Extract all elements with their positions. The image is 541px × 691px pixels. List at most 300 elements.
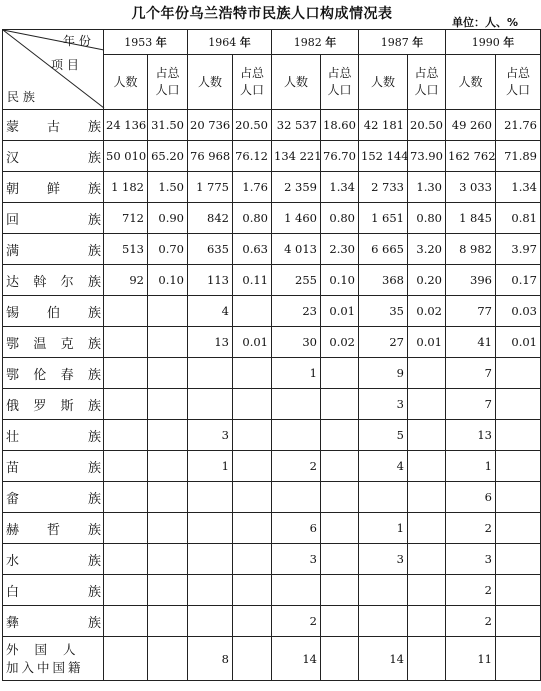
ethnicity-char: 鲜 [46, 181, 60, 197]
count-cell: 2 [272, 451, 321, 482]
corner-header-cell [3, 30, 104, 110]
ethnicity-char: 罗 [33, 398, 47, 414]
ethnicity-char: 彝 [6, 615, 20, 631]
count-cell [272, 575, 321, 606]
ethnicity-name-line2: 加入中国籍 [6, 659, 84, 675]
count-cell: 20 736 [188, 110, 233, 141]
count-cell: 3 [446, 544, 496, 575]
share-cell: 2.30 [321, 234, 359, 265]
share-cell [233, 513, 272, 544]
count-cell: 42 181 [359, 110, 408, 141]
count-cell: 13 [188, 327, 233, 358]
year-suffix: 年 [412, 36, 424, 49]
count-cell: 27 [359, 327, 408, 358]
share-cell: 0.10 [148, 265, 188, 296]
share-cell: 0.11 [233, 265, 272, 296]
table-row [3, 296, 541, 327]
year-number: 1964 [208, 36, 240, 49]
share-cell: 1.34 [321, 172, 359, 203]
count-cell [188, 575, 233, 606]
share-cell: 0.20 [408, 265, 446, 296]
count-cell: 3 [359, 389, 408, 420]
ethnicity-char: 伦 [33, 367, 47, 383]
ethnicity-char: 满 [6, 243, 20, 259]
count-cell: 32 537 [272, 110, 321, 141]
count-header: 人数 [104, 55, 148, 110]
ethnicity-name [3, 296, 104, 327]
share-header [408, 55, 446, 110]
ethnicity-name-line1: 外国人 [6, 641, 92, 657]
count-cell: 1 460 [272, 203, 321, 234]
ethnicity-char: 族 [87, 336, 101, 352]
ethnicity-char: 族 [87, 181, 101, 197]
count-cell: 255 [272, 265, 321, 296]
ethnicity-name-text [6, 178, 101, 197]
year-suffix: 年 [155, 36, 167, 49]
share-header-line: 人口 [327, 83, 352, 97]
table-row [3, 575, 541, 606]
year-suffix: 年 [239, 36, 251, 49]
share-cell [321, 420, 359, 451]
table-row [3, 637, 541, 681]
table-row [3, 482, 541, 513]
ethnicity-name-text [6, 302, 101, 321]
table-title: 几个年份乌兰浩特市民族人口构成情况表 [131, 6, 393, 22]
ethnicity-name-text [6, 612, 101, 631]
count-header: 人数 [272, 55, 321, 110]
ethnicity-char: 族 [87, 305, 101, 321]
share-cell [408, 482, 446, 513]
count-cell: 5 [359, 420, 408, 451]
table-row [3, 420, 541, 451]
count-cell: 14 [359, 637, 408, 681]
ethnicity-char: 克 [60, 336, 74, 352]
share-header-line: 人口 [414, 83, 439, 97]
table-row [3, 234, 541, 265]
year-number: 1987 [380, 36, 413, 49]
share-header-line: 占总 [239, 66, 264, 80]
share-cell [233, 420, 272, 451]
share-header-line: 人口 [505, 83, 530, 97]
share-cell [148, 513, 188, 544]
count-header: 人数 [446, 55, 496, 110]
count-cell [272, 389, 321, 420]
ethnicity-name [3, 358, 104, 389]
count-cell: 3 [359, 544, 408, 575]
year-number: 1990 [471, 36, 504, 49]
share-cell [496, 482, 541, 513]
ethnicity-char: 蒙 [6, 119, 20, 135]
count-cell: 1 [359, 513, 408, 544]
table-row [3, 327, 541, 358]
year-suffix: 年 [325, 36, 337, 49]
count-cell: 30 [272, 327, 321, 358]
table-row [3, 110, 541, 141]
table-body [3, 110, 541, 681]
count-cell: 2 [446, 575, 496, 606]
year-number: 1982 [293, 36, 326, 49]
share-cell [496, 420, 541, 451]
ethnicity-char: 锡 [6, 305, 20, 321]
ethnicity-char: 朝 [6, 181, 20, 197]
count-cell [188, 358, 233, 389]
year-header [188, 30, 272, 55]
ethnicity-name-text [6, 333, 101, 352]
share-cell [233, 544, 272, 575]
count-cell: 1 182 [104, 172, 148, 203]
count-cell [188, 482, 233, 513]
share-header-line: 占总 [414, 66, 439, 80]
ethnicity-char: 伯 [46, 305, 60, 321]
share-cell [233, 606, 272, 637]
count-cell [188, 544, 233, 575]
corner-item-label: 项 目 [51, 58, 79, 72]
table-row [3, 389, 541, 420]
ethnicity-name [3, 327, 104, 358]
share-cell: 0.02 [321, 327, 359, 358]
ethnicity-char: 汉 [6, 150, 20, 166]
year-number: 1953 [124, 36, 156, 49]
count-cell [359, 575, 408, 606]
share-cell: 76.70 [321, 141, 359, 172]
share-cell [408, 420, 446, 451]
count-cell: 2 [446, 606, 496, 637]
count-cell: 1 651 [359, 203, 408, 234]
share-header-line: 人口 [239, 83, 264, 97]
share-cell: 3.97 [496, 234, 541, 265]
share-cell [408, 451, 446, 482]
ethnicity-name-text [6, 581, 101, 600]
share-cell: 1.34 [496, 172, 541, 203]
share-cell: 0.03 [496, 296, 541, 327]
share-cell: 73.90 [408, 141, 446, 172]
ethnicity-name-text [6, 271, 101, 290]
ethnicity-char: 哲 [46, 522, 60, 538]
share-header-line: 占总 [505, 66, 530, 80]
ethnicity-char: 苗 [6, 460, 20, 476]
count-cell [104, 575, 148, 606]
count-cell: 4 013 [272, 234, 321, 265]
table-row [3, 606, 541, 637]
count-cell: 6 [446, 482, 496, 513]
ethnicity-char: 族 [87, 150, 101, 166]
count-cell: 712 [104, 203, 148, 234]
population-table [2, 29, 541, 681]
count-cell: 396 [446, 265, 496, 296]
share-cell [148, 358, 188, 389]
count-cell: 162 762 [446, 141, 496, 172]
share-cell [321, 389, 359, 420]
ethnicity-char: 族 [87, 429, 101, 445]
count-cell: 513 [104, 234, 148, 265]
count-cell: 9 [359, 358, 408, 389]
count-cell [359, 606, 408, 637]
share-cell [148, 637, 188, 681]
ethnicity-char: 鄂 [6, 367, 20, 383]
share-cell [496, 575, 541, 606]
share-cell [148, 389, 188, 420]
count-cell: 368 [359, 265, 408, 296]
share-cell: 20.50 [408, 110, 446, 141]
share-cell: 0.70 [148, 234, 188, 265]
share-cell [408, 606, 446, 637]
count-cell: 49 260 [446, 110, 496, 141]
share-cell [321, 451, 359, 482]
share-cell: 1.76 [233, 172, 272, 203]
share-cell [408, 575, 446, 606]
share-cell [233, 358, 272, 389]
share-cell: 0.01 [408, 327, 446, 358]
ethnicity-name [3, 172, 104, 203]
share-cell [233, 482, 272, 513]
ethnicity-name [3, 389, 104, 420]
table-row [3, 172, 541, 203]
share-cell: 0.81 [496, 203, 541, 234]
ethnicity-char: 族 [87, 584, 101, 600]
share-cell [496, 389, 541, 420]
ethnicity-name [3, 451, 104, 482]
table-row [3, 141, 541, 172]
share-cell [496, 358, 541, 389]
share-cell: 0.80 [321, 203, 359, 234]
count-cell: 7 [446, 389, 496, 420]
corner-ethnicity-label: 民 族 [7, 90, 35, 104]
ethnicity-name [3, 420, 104, 451]
share-cell [321, 575, 359, 606]
count-cell: 2 359 [272, 172, 321, 203]
count-cell [104, 420, 148, 451]
ethnicity-char: 尔 [60, 274, 74, 290]
share-cell: 0.10 [321, 265, 359, 296]
share-cell [321, 544, 359, 575]
ethnicity-name [3, 234, 104, 265]
share-cell [408, 637, 446, 681]
share-cell: 21.76 [496, 110, 541, 141]
year-header [359, 30, 446, 55]
share-cell [496, 451, 541, 482]
share-cell: 71.89 [496, 141, 541, 172]
count-cell: 50 010 [104, 141, 148, 172]
ethnicity-char: 族 [87, 522, 101, 538]
count-cell: 113 [188, 265, 233, 296]
count-cell: 11 [446, 637, 496, 681]
ethnicity-name-text [6, 240, 101, 259]
share-cell: 0.63 [233, 234, 272, 265]
count-cell: 2 [272, 606, 321, 637]
ethnicity-name-text [6, 550, 101, 569]
count-cell: 4 [188, 296, 233, 327]
share-cell [233, 389, 272, 420]
share-header [321, 55, 359, 110]
table-row [3, 451, 541, 482]
share-cell: 18.60 [321, 110, 359, 141]
ethnicity-name-text [6, 426, 101, 445]
share-cell: 20.50 [233, 110, 272, 141]
share-cell [496, 637, 541, 681]
share-header-line: 占总 [155, 66, 180, 80]
share-cell: 0.02 [408, 296, 446, 327]
ethnicity-name [3, 513, 104, 544]
share-cell [321, 606, 359, 637]
count-cell [104, 389, 148, 420]
ethnicity-char: 春 [60, 367, 74, 383]
ethnicity-name-text [6, 519, 101, 538]
count-header: 人数 [359, 55, 408, 110]
share-header-line: 人口 [155, 83, 180, 97]
table-row [3, 544, 541, 575]
ethnicity-name [3, 265, 104, 296]
count-cell [272, 420, 321, 451]
ethnicity-name-text [6, 488, 101, 507]
ethnicity-char: 畲 [6, 491, 20, 507]
count-cell [188, 389, 233, 420]
share-cell: 76.12 [233, 141, 272, 172]
count-cell: 1 775 [188, 172, 233, 203]
ethnicity-char: 族 [87, 212, 101, 228]
count-cell [272, 482, 321, 513]
count-cell: 8 982 [446, 234, 496, 265]
count-cell: 3 033 [446, 172, 496, 203]
ethnicity-char: 族 [87, 243, 101, 259]
count-cell: 2 [446, 513, 496, 544]
ethnicity-char: 斡 [33, 274, 47, 290]
share-cell [148, 451, 188, 482]
ethnicity-char: 族 [87, 491, 101, 507]
count-cell: 6 665 [359, 234, 408, 265]
count-cell [188, 606, 233, 637]
ethnicity-char: 族 [87, 460, 101, 476]
count-cell [104, 544, 148, 575]
count-cell [104, 451, 148, 482]
count-cell: 35 [359, 296, 408, 327]
count-cell: 3 [188, 420, 233, 451]
count-cell: 41 [446, 327, 496, 358]
share-cell [148, 575, 188, 606]
count-cell: 92 [104, 265, 148, 296]
ethnicity-name [3, 575, 104, 606]
share-cell [321, 358, 359, 389]
share-cell: 0.80 [408, 203, 446, 234]
count-cell [104, 296, 148, 327]
count-cell [104, 637, 148, 681]
ethnicity-char: 族 [87, 119, 101, 135]
ethnicity-char: 族 [87, 398, 101, 414]
share-cell: 3.20 [408, 234, 446, 265]
unit-label: 单位：人、% [451, 16, 518, 29]
share-cell [148, 420, 188, 451]
ethnicity-name-text [6, 209, 101, 228]
ethnicity-name-text [6, 395, 101, 414]
ethnicity-name-text [6, 364, 101, 383]
count-cell [359, 482, 408, 513]
count-cell: 77 [446, 296, 496, 327]
count-cell: 4 [359, 451, 408, 482]
count-cell: 7 [446, 358, 496, 389]
share-cell: 31.50 [148, 110, 188, 141]
share-cell [148, 544, 188, 575]
year-suffix: 年 [503, 36, 515, 49]
share-cell: 65.20 [148, 141, 188, 172]
count-header: 人数 [188, 55, 233, 110]
ethnicity-char: 白 [6, 584, 20, 600]
count-cell: 2 733 [359, 172, 408, 203]
share-cell [148, 482, 188, 513]
share-cell [321, 513, 359, 544]
share-cell [321, 482, 359, 513]
ethnicity-name [3, 544, 104, 575]
ethnicity-char: 达 [6, 274, 20, 290]
share-cell [148, 327, 188, 358]
share-cell: 0.01 [321, 296, 359, 327]
count-cell: 3 [272, 544, 321, 575]
count-cell: 6 [272, 513, 321, 544]
ethnicity-char: 族 [87, 553, 101, 569]
ethnicity-name [3, 141, 104, 172]
ethnicity-char: 水 [6, 553, 20, 569]
count-cell: 1 [446, 451, 496, 482]
count-cell: 1 845 [446, 203, 496, 234]
share-cell [233, 451, 272, 482]
year-header [446, 30, 541, 55]
count-cell: 635 [188, 234, 233, 265]
share-cell: 0.80 [233, 203, 272, 234]
share-cell [233, 296, 272, 327]
ethnicity-char: 斯 [60, 398, 74, 414]
ethnicity-char: 古 [46, 119, 60, 135]
share-header [148, 55, 188, 110]
ethnicity-name [3, 110, 104, 141]
count-cell: 76 968 [188, 141, 233, 172]
share-header [233, 55, 272, 110]
share-header [496, 55, 541, 110]
share-cell: 0.90 [148, 203, 188, 234]
table-row [3, 265, 541, 296]
corner-year-label: 年 份 [63, 34, 91, 48]
count-cell [188, 513, 233, 544]
count-cell: 13 [446, 420, 496, 451]
count-cell [104, 513, 148, 544]
ethnicity-char: 族 [87, 367, 101, 383]
count-cell [104, 358, 148, 389]
count-cell [104, 327, 148, 358]
table-row [3, 203, 541, 234]
table-row [3, 358, 541, 389]
count-cell: 8 [188, 637, 233, 681]
count-cell: 1 [188, 451, 233, 482]
count-cell: 14 [272, 637, 321, 681]
ethnicity-char: 回 [6, 212, 20, 228]
year-header [272, 30, 359, 55]
count-cell: 152 144 [359, 141, 408, 172]
count-cell: 842 [188, 203, 233, 234]
share-cell: 1.30 [408, 172, 446, 203]
count-cell [104, 606, 148, 637]
ethnicity-char: 族 [87, 615, 101, 631]
share-header-line: 占总 [327, 66, 352, 80]
share-cell [408, 544, 446, 575]
ethnicity-name-text [6, 457, 101, 476]
year-header [104, 30, 188, 55]
share-cell [233, 575, 272, 606]
count-cell: 1 [272, 358, 321, 389]
share-cell [496, 606, 541, 637]
share-cell [321, 637, 359, 681]
ethnicity-name-text [6, 147, 101, 166]
count-cell: 24 136 [104, 110, 148, 141]
share-cell [148, 606, 188, 637]
ethnicity-char: 鄂 [6, 336, 20, 352]
ethnicity-name [3, 606, 104, 637]
